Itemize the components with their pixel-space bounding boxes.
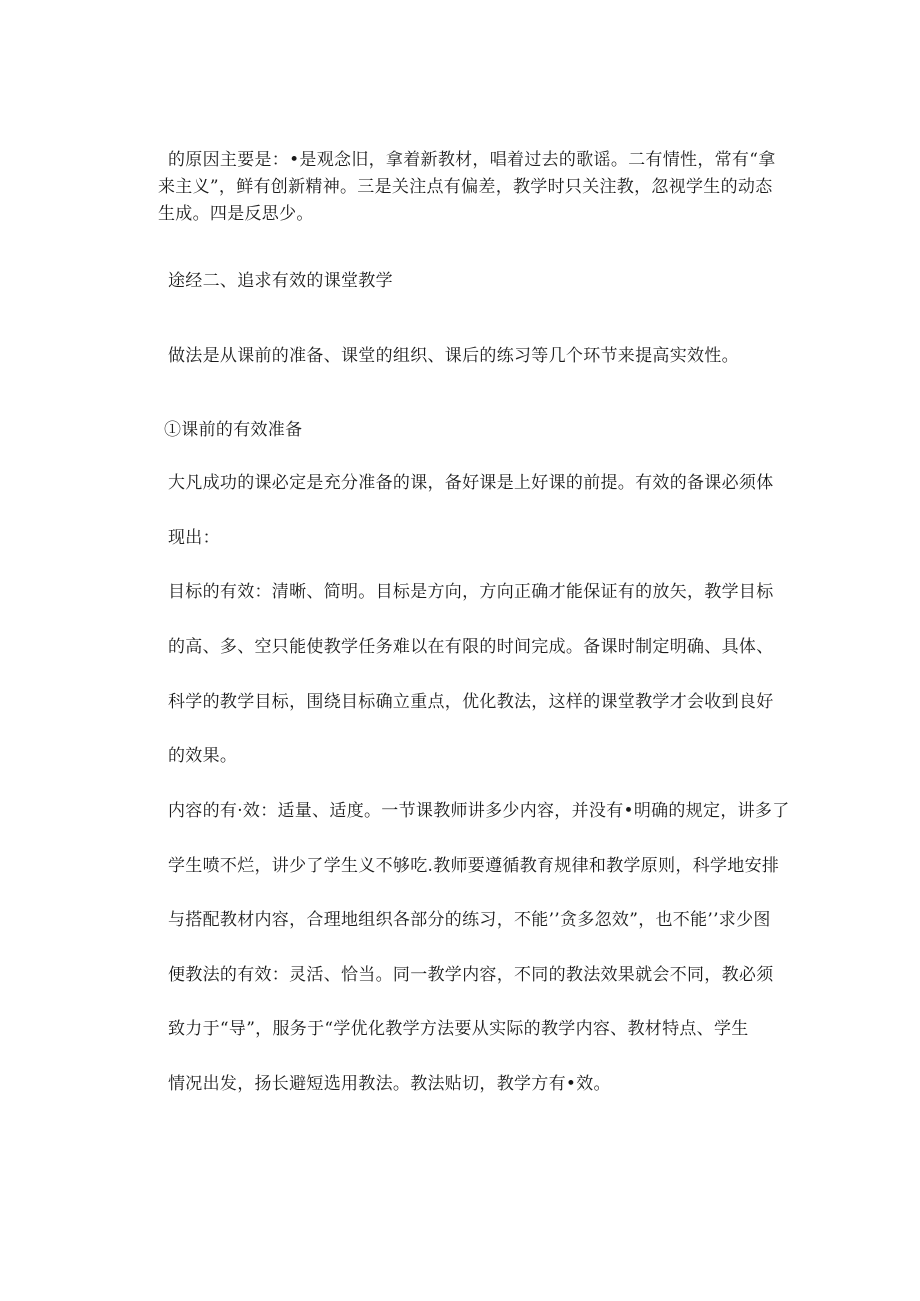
paragraph-5-line-1: 便教法的有效：灵活、恰当。同一教学内容，不同的教法效果就会不同，教必须 xyxy=(168,965,774,985)
paragraph-1-line-2: 来主义”，鲜有创新精神。三是关注点有偏差，教学时只关注教，忽视学生的动态 xyxy=(158,177,773,197)
paragraph-3-line-2: 的高、多、空只能使教学任务难以在有限的时间完成。备课时制定明确、具体、 xyxy=(168,637,774,657)
paragraph-2-line-2: 现出： xyxy=(168,528,220,548)
paragraph-5-line-3: 情况出发，扬长避短选用教法。教法贴切，教学方有•效。 xyxy=(168,1074,611,1094)
paragraph-1-line-1: 的原因主要是：•是观念旧，拿着新教材，唱着过去的歌谣。二有情性，常有“拿 xyxy=(168,150,776,170)
paragraph-4-line-1: 内容的有·效：适量、适度。一节课教师讲多少内容，并没有•明确的规定，讲多了 xyxy=(168,801,790,821)
paragraph-4-line-2: 学生喷不烂，讲少了学生义不够吃.教师要遵循教育规律和教学原则，科学地安排 xyxy=(168,856,780,876)
paragraph-3-line-3: 科学的教学目标，围绕目标确立重点，优化教法，这样的课堂教学才会收到良好 xyxy=(168,692,774,712)
paragraph-3-line-4: 的效果。 xyxy=(168,746,238,766)
subsection-heading-1: ①课前的有效准备 xyxy=(164,420,303,440)
paragraph-2-line-1: 大凡成功的课必定是充分准备的课，备好课是上好课的前提。有效的备课必须体 xyxy=(168,473,774,493)
paragraph-5-line-2: 致力于“导”，服务于“学优化教学方法要从实际的教学内容、教材特点、学生 xyxy=(168,1019,749,1039)
method-paragraph: 做法是从课前的准备、课堂的组织、课后的练习等几个环节来提高实效性。 xyxy=(168,346,739,366)
section-heading-2: 途经二、追求有效的课堂教学 xyxy=(168,271,393,291)
paragraph-1-line-3: 生成。四是反思少。 xyxy=(158,204,314,224)
paragraph-3-line-1: 目标的有效：清晰、简明。目标是方向，方向正确才能保证有的放矢，教学目标 xyxy=(168,582,774,602)
paragraph-4-line-3: 与搭配教材内容，合理地组织各部分的练习，不能’’贪多忽效”，也不能’’求少图 xyxy=(168,910,771,930)
